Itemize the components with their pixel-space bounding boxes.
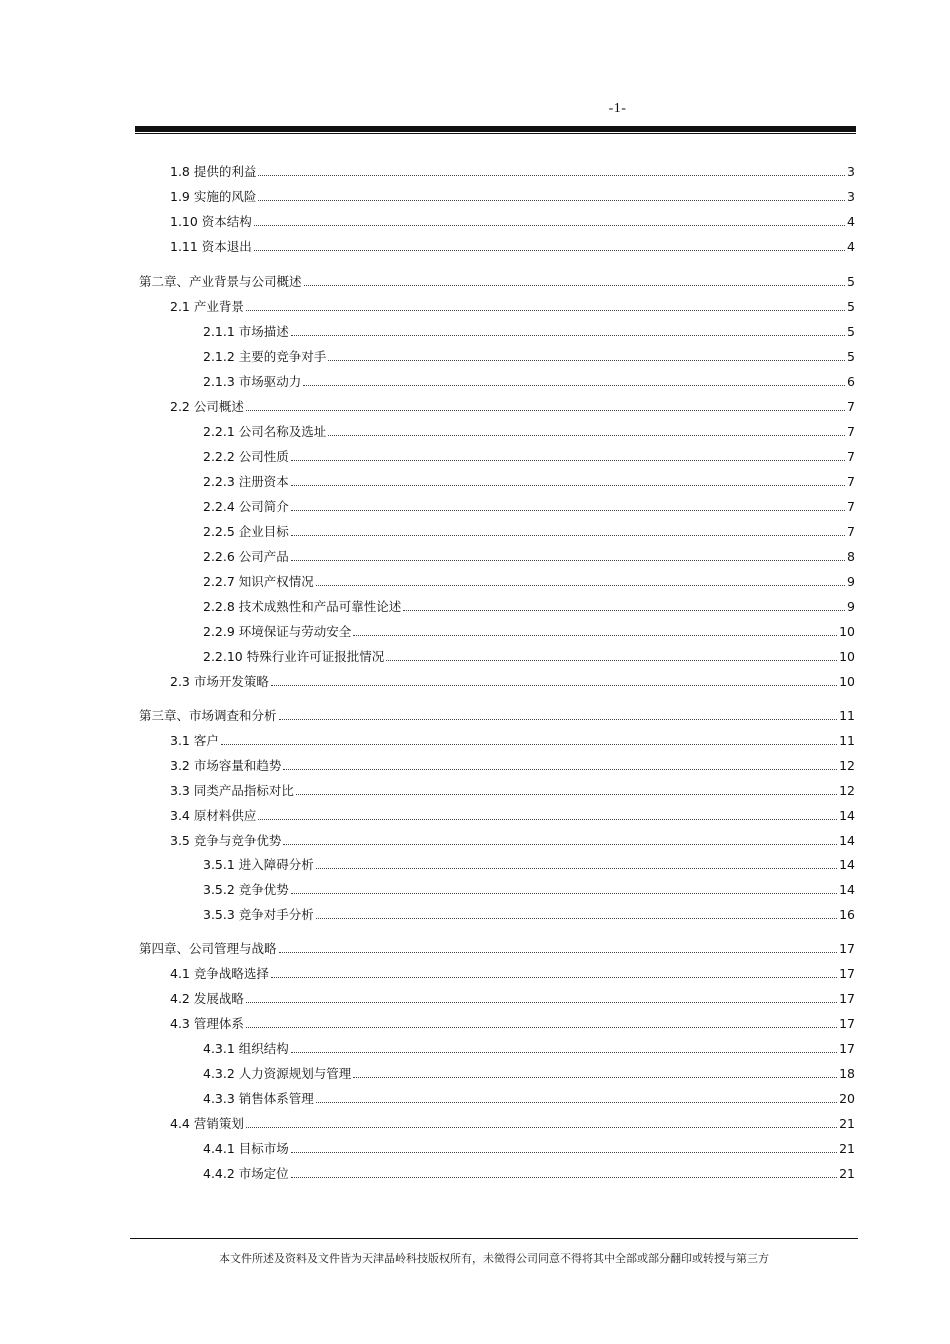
toc-subentry[interactable] xyxy=(203,1162,855,1182)
toc-subentry[interactable] xyxy=(203,645,855,665)
toc-entry-label: 1.8 提供的利益 xyxy=(170,164,257,179)
footer-rule xyxy=(130,1238,858,1239)
toc-entry-page: 12 xyxy=(839,758,855,773)
toc-entry[interactable] xyxy=(170,670,855,690)
toc-subentry[interactable] xyxy=(203,520,855,540)
toc-entry-page: 17 xyxy=(839,966,855,981)
toc-entry-label: 2.2.2 公司性质 xyxy=(203,449,289,464)
toc-subentry[interactable] xyxy=(203,495,855,515)
dot-leader xyxy=(316,918,837,919)
toc-entry-page: 18 xyxy=(839,1066,855,1081)
toc-entry-label: 3.5.2 竞争优势 xyxy=(203,882,289,897)
toc-entry-page: 4 xyxy=(847,239,855,254)
toc-entry[interactable] xyxy=(170,779,855,799)
toc-entry-page: 7 xyxy=(847,424,855,439)
toc-entry[interactable] xyxy=(170,160,855,180)
toc-entry[interactable] xyxy=(170,754,855,774)
toc-entry-page: 7 xyxy=(847,524,855,539)
toc-entry[interactable] xyxy=(170,1112,855,1132)
toc-entry-label: 2.1.3 市场驱动力 xyxy=(203,374,302,389)
dot-leader xyxy=(291,1052,837,1053)
dot-leader xyxy=(246,1027,837,1028)
toc-entry-page: 4 xyxy=(847,214,855,229)
dot-leader xyxy=(254,250,845,251)
toc-entry-page: 5 xyxy=(847,299,855,314)
dot-leader xyxy=(283,844,837,845)
toc-entry-page: 7 xyxy=(847,474,855,489)
toc-subentry[interactable] xyxy=(203,1037,855,1057)
toc-entry-label: 第二章、产业背景与公司概述 xyxy=(139,274,302,289)
toc-entry[interactable] xyxy=(170,185,855,205)
toc-entry[interactable] xyxy=(170,1012,855,1032)
dot-leader xyxy=(283,769,837,770)
toc-entry[interactable] xyxy=(170,987,855,1007)
toc-subentry[interactable] xyxy=(203,470,855,490)
toc-chapter-entry[interactable] xyxy=(139,704,855,724)
dot-leader xyxy=(403,610,845,611)
toc-entry-label: 4.3.2 人力资源规划与管理 xyxy=(203,1066,352,1081)
toc-entry-page: 8 xyxy=(847,549,855,564)
toc-entry-page: 17 xyxy=(839,1016,855,1031)
dot-leader xyxy=(316,585,845,586)
toc-subentry[interactable] xyxy=(203,853,855,873)
toc-entry-page: 17 xyxy=(839,991,855,1006)
toc-entry-page: 17 xyxy=(839,941,855,956)
dot-leader xyxy=(279,719,838,720)
toc-entry[interactable] xyxy=(170,395,855,415)
toc-entry-page: 14 xyxy=(839,857,855,872)
dot-leader xyxy=(316,1102,837,1103)
toc-entry-page: 21 xyxy=(839,1141,855,1156)
toc-entry-page: 14 xyxy=(839,808,855,823)
toc-entry[interactable] xyxy=(170,235,855,255)
dot-leader xyxy=(246,1002,837,1003)
toc-entry-page: 16 xyxy=(839,907,855,922)
toc-entry[interactable] xyxy=(170,804,855,824)
dot-leader xyxy=(291,1152,837,1153)
dot-leader xyxy=(291,560,845,561)
toc-subentry[interactable] xyxy=(203,345,855,365)
toc-entry-label: 2.1.2 主要的竞争对手 xyxy=(203,349,327,364)
toc-entry-label: 2.2.10 特殊行业许可证报批情况 xyxy=(203,649,385,664)
toc-chapter-entry[interactable] xyxy=(139,937,855,957)
toc-subentry[interactable] xyxy=(203,1062,855,1082)
dot-leader xyxy=(296,794,837,795)
toc-entry-page: 10 xyxy=(839,674,855,689)
toc-subentry[interactable] xyxy=(203,620,855,640)
toc-entry-label: 4.2 发展战略 xyxy=(170,991,244,1006)
dot-leader xyxy=(316,868,837,869)
dot-leader xyxy=(246,410,845,411)
toc-entry-label: 3.2 市场容量和趋势 xyxy=(170,758,282,773)
toc-entry-label: 3.5.3 竞争对手分析 xyxy=(203,907,314,922)
toc-entry-label: 3.1 客户 xyxy=(170,733,219,748)
toc-entry-label: 2.1 产业背景 xyxy=(170,299,244,314)
toc-entry-page: 5 xyxy=(847,324,855,339)
dot-leader xyxy=(291,485,845,486)
dot-leader xyxy=(279,952,838,953)
toc-entry-label: 3.5.1 进入障碍分析 xyxy=(203,857,314,872)
toc-entry[interactable] xyxy=(170,295,855,315)
toc-entry-page: 7 xyxy=(847,499,855,514)
toc-entry-label: 4.4 营销策划 xyxy=(170,1116,244,1131)
toc-entry-page: 21 xyxy=(839,1116,855,1131)
dot-leader xyxy=(291,893,837,894)
toc-subentry[interactable] xyxy=(203,1137,855,1157)
toc-entry-page: 11 xyxy=(839,708,855,723)
toc-subentry[interactable] xyxy=(203,595,855,615)
dot-leader xyxy=(291,510,845,511)
dot-leader xyxy=(271,685,837,686)
dot-leader xyxy=(258,819,837,820)
toc-entry[interactable] xyxy=(170,829,855,849)
toc-entry-label: 4.3 管理体系 xyxy=(170,1016,244,1031)
toc-entry[interactable] xyxy=(170,962,855,982)
toc-entry-label: 2.2.9 环境保证与劳动安全 xyxy=(203,624,352,639)
page-number: -1- xyxy=(608,101,627,116)
toc-subentry[interactable] xyxy=(203,370,855,390)
dot-leader xyxy=(291,335,845,336)
toc-entry-label: 2.2.7 知识产权情况 xyxy=(203,574,314,589)
toc-entry-label: 2.2.5 企业目标 xyxy=(203,524,289,539)
toc-entry-label: 2.2.6 公司产品 xyxy=(203,549,289,564)
dot-leader xyxy=(291,1177,837,1178)
toc-entry[interactable] xyxy=(170,729,855,749)
dot-leader xyxy=(353,635,837,636)
toc-entry-page: 5 xyxy=(847,274,855,289)
toc-entry-label: 4.1 竞争战略选择 xyxy=(170,966,269,981)
dot-leader xyxy=(328,435,845,436)
toc-entry-page: 5 xyxy=(847,349,855,364)
dot-leader xyxy=(246,1127,837,1128)
dot-leader xyxy=(291,535,845,536)
toc-entry-label: 2.2.8 技术成熟性和产品可靠性论述 xyxy=(203,599,402,614)
dot-leader xyxy=(254,225,845,226)
dot-leader xyxy=(304,285,846,286)
footer-copyright-text: 本文件所述及资料及文件皆为天津晶岭科技版权所有，未徵得公司同意不得将其中全部或部分翻印或转授与第三方 xyxy=(219,1252,769,1265)
toc-entry-page: 3 xyxy=(847,164,855,179)
toc-entry-page: 6 xyxy=(847,374,855,389)
toc-entry-page: 10 xyxy=(839,649,855,664)
toc-entry-page: 12 xyxy=(839,783,855,798)
toc-entry-page: 20 xyxy=(839,1091,855,1106)
toc-entry-page: 17 xyxy=(839,1041,855,1056)
dot-leader xyxy=(303,385,845,386)
toc-subentry[interactable] xyxy=(203,420,855,440)
toc-entry-label: 3.3 同类产品指标对比 xyxy=(170,783,294,798)
toc-entry-label: 3.4 原材料供应 xyxy=(170,808,257,823)
toc-entry-label: 4.4.1 目标市场 xyxy=(203,1141,289,1156)
toc-entry-label: 1.10 资本结构 xyxy=(170,214,252,229)
toc-entry-page: 9 xyxy=(847,599,855,614)
dot-leader xyxy=(386,660,837,661)
toc-subentry[interactable] xyxy=(203,570,855,590)
toc-entry[interactable] xyxy=(170,210,855,230)
toc-entry-page: 3 xyxy=(847,189,855,204)
dot-leader xyxy=(246,310,845,311)
toc-subentry[interactable] xyxy=(203,320,855,340)
dot-leader xyxy=(291,460,845,461)
toc-entry-page: 9 xyxy=(847,574,855,589)
toc-entry-label: 4.3.1 组织结构 xyxy=(203,1041,289,1056)
toc-entry-label: 2.1.1 市场描述 xyxy=(203,324,289,339)
toc-entry-page: 7 xyxy=(847,449,855,464)
toc-entry-label: 4.3.3 销售体系管理 xyxy=(203,1091,314,1106)
dot-leader xyxy=(353,1077,837,1078)
toc-entry-label: 1.9 实施的风险 xyxy=(170,189,257,204)
dot-leader xyxy=(221,744,837,745)
toc-entry-label: 2.2 公司概述 xyxy=(170,399,244,414)
toc-subentry[interactable] xyxy=(203,545,855,565)
toc-entry-label: 2.2.4 公司简介 xyxy=(203,499,289,514)
toc-subentry[interactable] xyxy=(203,445,855,465)
toc-entry-page: 14 xyxy=(839,882,855,897)
toc-entry-page: 21 xyxy=(839,1166,855,1181)
toc-entry-page: 10 xyxy=(839,624,855,639)
toc-entry-label: 第四章、公司管理与战略 xyxy=(139,941,277,956)
dot-leader xyxy=(258,200,845,201)
toc-entry-label: 4.4.2 市场定位 xyxy=(203,1166,289,1181)
toc-entry-label: 2.2.1 公司名称及选址 xyxy=(203,424,327,439)
toc-entry-label: 第三章、市场调查和分析 xyxy=(139,708,277,723)
header-rule-thick xyxy=(135,126,856,132)
toc-entry-label: 3.5 竞争与竞争优势 xyxy=(170,833,282,848)
toc-entry-label: 1.11 资本退出 xyxy=(170,239,252,254)
dot-leader xyxy=(258,175,845,176)
toc-entry-page: 14 xyxy=(839,833,855,848)
toc-entry-label: 2.2.3 注册资本 xyxy=(203,474,289,489)
toc-subentry[interactable] xyxy=(203,878,855,898)
dot-leader xyxy=(271,977,837,978)
toc-subentry[interactable] xyxy=(203,903,855,923)
toc-chapter-entry[interactable] xyxy=(139,270,855,290)
dot-leader xyxy=(328,360,845,361)
toc-subentry[interactable] xyxy=(203,1087,855,1107)
toc-entry-label: 2.3 市场开发策略 xyxy=(170,674,269,689)
toc-entry-page: 11 xyxy=(839,733,855,748)
toc-entry-page: 7 xyxy=(847,399,855,414)
header-rule-thin xyxy=(135,133,856,134)
